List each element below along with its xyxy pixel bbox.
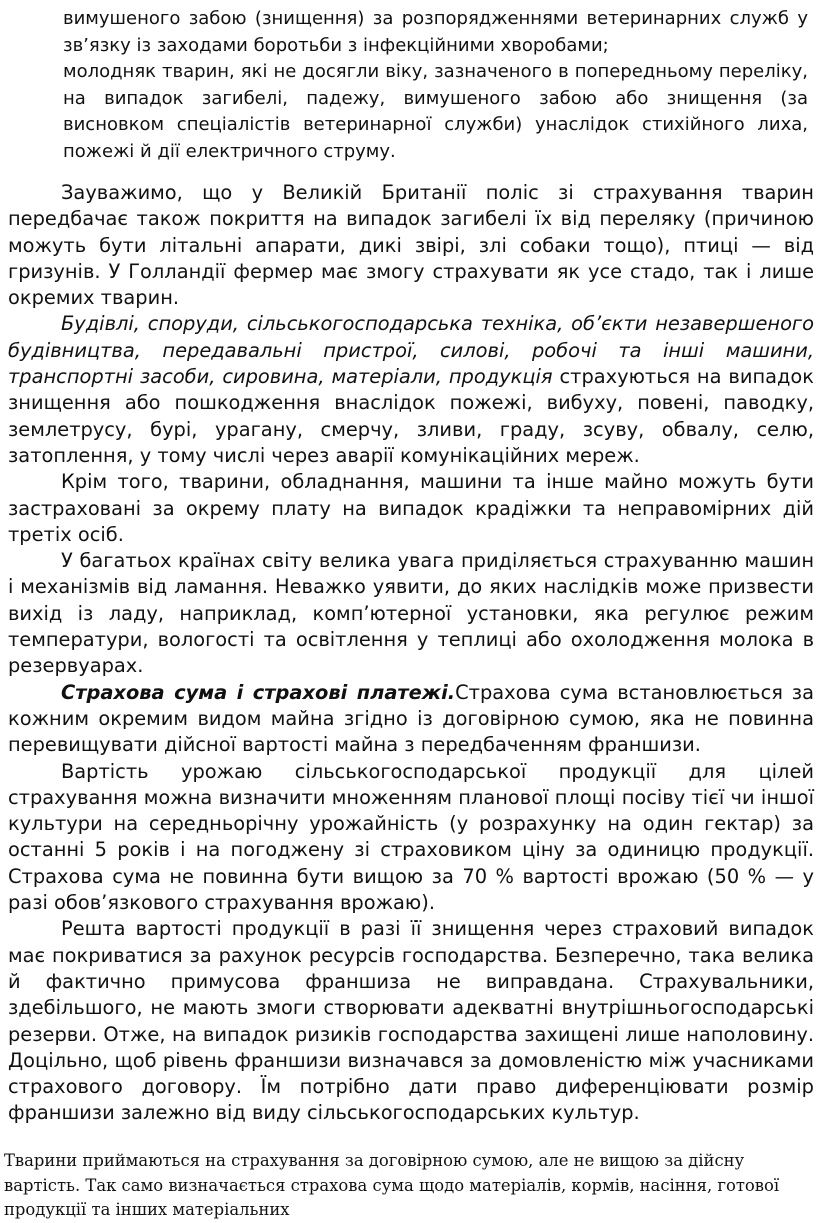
paragraph: Решта вартості продукції в разі її знищення через страховий випадок має покриватися за рахунок ресурсів господарства. Безперечно, така велика й фактично примусова франшиза не виправдана. Страхувальники, здебільшого, не мають змоги створювати адекватні внутрішньогосподарські резерви. Отже, на випадок ризиків господарства захищені лише наполовину. Доцільно, щоб рівень франшизи визначався за домовленістю між учасниками страхового договору. Їм потрібно дати право диференціювати розмір франшизи залежно від виду сільськогосподарських культур. <box>8 917 814 1125</box>
continued-list <box>63 6 808 166</box>
footer-note <box>4 1149 810 1223</box>
paragraph: Крім того, тварини, обладнання, машини та інше майно можуть бути застраховані за окрему плату на випадок крадіжки та неправомірних дій третіх осіб. <box>8 470 814 546</box>
paragraph-text: Страхова сума встановлюється за кожним окремим видом майна згідно із договірною сумою, яка не повинна перевищувати дійсної вартості майна з передбаченням франшизи. <box>8 680 814 757</box>
section-heading: Страхова сума і страхові платежі. <box>61 680 456 704</box>
footer-text: Тварини приймаються на страхування за договірною сумою, але не вищою за дійсну вартість. Так само визначається страхова сума щодо матеріалів, кормів, насіння, готової продукції та інших матеріальних <box>4 1151 780 1219</box>
paragraph: Зауважимо, що у Великій Британії поліс зі страхування тварин передбачає також покриття на випадок загибелі їх від переляку (причиною можуть бути літальні апарати, дикі звірі, злі собаки тощо), птиці — від гризунів. У Голландії фермер має змогу страхувати як усе стадо, так і лише окремих тварин. <box>8 181 814 310</box>
paragraph-text: страхуються на випадок знищення або пошкодження внаслідок пожежі, вибуху, повені, паводку, землетрусу, бурі, урагану, смерчу, зливи, граду, зсуву, обвалу, селю, затоплення, у тому числі через аварії комунікаційних мереж. <box>8 365 814 467</box>
main-text <box>8 180 814 1127</box>
paragraph <box>8 311 814 469</box>
paragraph: У багатьох країнах світу велика увага приділяється страхуванню машин і механізмів від ламання. Неважко уявити, до яких наслідків може призвести вихід із ладу, наприклад, комп’ютерної установки, яка регулює режим температури, вологості та освітлення у теплиці або охолодження молока в резервуарах. <box>8 549 814 678</box>
italic-phrase: Будівлі, споруди, сільськогосподарська техніка, об’єкти незавершеного будівництва, передавальні пристрої, силові, робочі та інші машини, транспортні засоби, сировина, матеріали, продукція <box>8 312 814 389</box>
list-item: вимушеного забою (знищення) за розпорядженнями ветеринарних служб у зв’язку із заходами боротьби з інфекційними хворобами; <box>63 8 808 56</box>
paragraph: Вартість урожаю сільськогосподарської продукції для цілей страхування можна визначити множенням планової площі посіву тієї чи іншої культури на середньорічну урожайність (у розрахунку на один гектар) за останні 5 років і на погоджену зі страховиком ціну за одиницю продукції. Страхова сума не повинна бути вищою за 70 % вартості врожаю (50 % — у разі обов’язкового страхування врожаю). <box>8 759 814 915</box>
list-item: молодняк тварин, які не досягли віку, зазначеного в попередньому переліку, на випадок загибелі, падежу, вимушеного забою або знищення (за висновком спеціалістів ветеринарної служби) унаслідок стихійного лиха, пожежі й дії електричного струму. <box>63 61 808 162</box>
paragraph <box>8 680 814 759</box>
